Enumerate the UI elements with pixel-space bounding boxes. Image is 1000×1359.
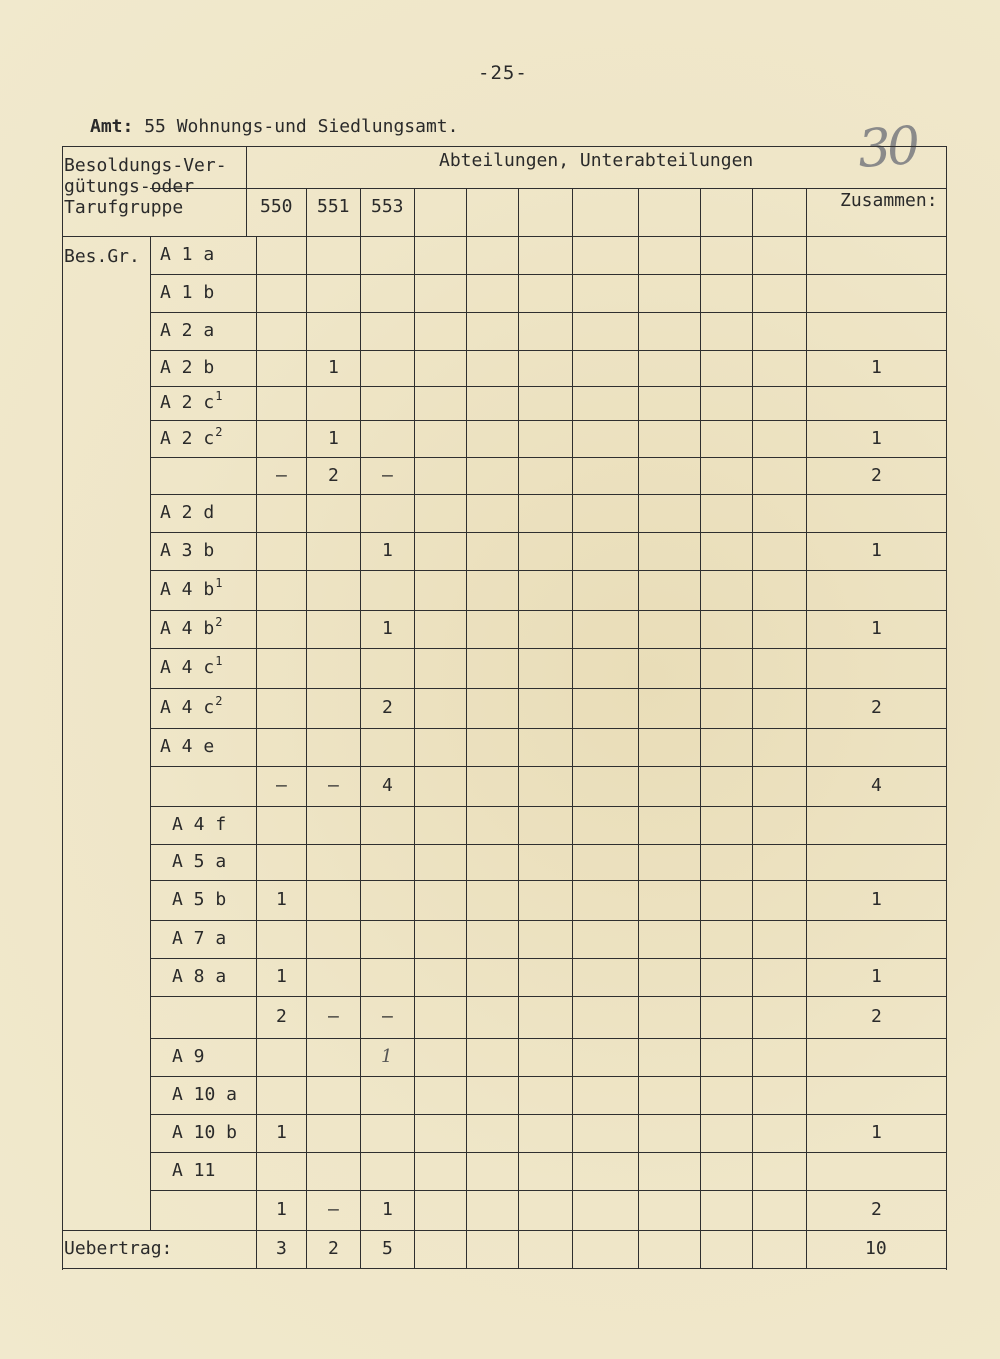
office-label: Amt: [90,116,134,137]
value-total: 1 [871,540,882,561]
value-551: 1 [328,428,339,449]
value-551: – [328,1199,339,1220]
table-row-rule [150,1038,946,1039]
group-header-line: Besoldungs-Ver- [64,155,227,176]
carry-label: Uebertrag: [64,1238,173,1259]
table-row-rule [150,996,946,997]
handwritten-folio-number: 30 [855,116,919,180]
value-total: 1 [871,1122,882,1143]
grade-label: A 10 a [172,1084,238,1105]
grade-label: A 7 a [172,928,227,949]
grade-label: A 2 b [160,357,215,378]
grade-label: A 4 e [160,736,215,757]
table-row-rule [150,844,946,845]
group-label: Bes.Gr. [64,246,140,267]
value-total: 2 [871,697,882,718]
superscript: 2 [215,615,223,629]
table-row-rule [150,532,946,533]
table-row-rule [150,766,946,767]
grade-label: A 8 a [172,966,227,987]
value-553: 1 [382,540,393,561]
table-row-rule [150,570,946,571]
table-row-rule [150,728,946,729]
value-551: – [328,775,339,796]
value-553: 1 [382,1199,393,1220]
grade-label: A 11 [172,1160,216,1181]
total-header: Zusammen: [840,190,938,211]
value-553: – [382,465,393,486]
value-551: 1 [328,357,339,378]
grade-label: A 4 $b^1$ [160,576,223,600]
table-row-rule [150,386,946,387]
table-row-rule [150,274,946,275]
grade-label: A 4 $c^1$ [160,654,223,678]
superscript: 1 [215,389,223,403]
departments-header: Abteilungen, Unterabteilungen [439,150,754,171]
value-551: – [328,1006,339,1027]
grade-label: A 4 f [172,814,227,835]
value-550: 1 [276,889,287,910]
table-bottom-rule [62,1268,946,1269]
table-row-rule [150,920,946,921]
value-550: 1 [276,966,287,987]
value-553: 1 [382,618,393,639]
value-553: 1 [381,1046,393,1067]
office-line [90,116,458,137]
grade-label: A 10 b [172,1122,238,1143]
grade-label: A 4 $b^2$ [160,615,223,639]
superscript: 1 [215,576,223,590]
table-row-rule [150,880,946,881]
value-550: – [276,775,287,796]
grade-label: A 2 $c^2$ [160,425,223,449]
value-553: 2 [382,697,393,718]
table-left-rule [62,146,63,1270]
table-row-rule [150,610,946,611]
carry-551: 2 [328,1238,339,1259]
value-total: 1 [871,428,882,449]
carry-550: 3 [276,1238,287,1259]
grade-label: A 1 b [160,282,215,303]
value-total: 2 [871,1199,882,1220]
header-bottom-rule [62,236,946,237]
grade-label: A 3 b [160,540,215,561]
table-row-rule [150,958,946,959]
value-550: 1 [276,1122,287,1143]
table-row-rule [150,494,946,495]
carry-553: 5 [382,1238,393,1259]
department-column-rule [246,188,247,236]
department-550-header: 550 [260,196,293,217]
value-total: 4 [871,775,882,796]
value-550: – [276,465,287,486]
table-row-rule [150,806,946,807]
grade-label: A 4 $c^2$ [160,694,223,718]
value-553: 4 [382,775,393,796]
value-550: 1 [276,1199,287,1220]
value-total: 1 [871,357,882,378]
table-row-rule [150,648,946,649]
table-row-rule [150,350,946,351]
carry-top-rule [62,1230,150,1231]
value-total: 1 [871,618,882,639]
value-total: 2 [871,1006,882,1027]
grade-label: A 5 b [172,889,227,910]
group-header-line: Tarufgruppe [64,197,184,218]
superscript: 2 [215,425,223,439]
grade-label: A 9 [172,1046,205,1067]
superscript: 2 [215,694,223,708]
value-551: 2 [328,465,339,486]
department-553-header: 553 [371,196,404,217]
grade-label: A 2 $c^1$ [160,389,223,413]
grade-label: A 5 a [172,851,227,872]
group-header-line: gütungs-oder [64,176,195,197]
table-row-rule [150,1190,946,1191]
value-total: 1 [871,889,882,910]
table-row-rule [150,1230,946,1231]
table-row-rule [150,1152,946,1153]
header-middle-rule [150,188,946,189]
grade-label: A 2 d [160,502,215,523]
table-row-rule [150,1076,946,1077]
value-550: 2 [276,1006,287,1027]
office-name: 55 Wohnungs-und Siedlungsamt. [144,116,459,137]
table-row-rule [150,312,946,313]
page-number: -25- [478,62,528,84]
table-row-rule [150,420,946,421]
table-row-rule [150,457,946,458]
table-row-rule [150,1114,946,1115]
value-553: – [382,1006,393,1027]
grade-label: A 1 a [160,244,215,265]
table-row-rule [150,688,946,689]
superscript: 1 [215,654,223,668]
value-total: 2 [871,465,882,486]
table-top-rule [62,146,946,147]
department-551-header: 551 [317,196,350,217]
carry-total: 10 [865,1238,887,1259]
value-total: 1 [871,966,882,987]
grade-label: A 2 a [160,320,215,341]
table-right-rule [946,146,947,1270]
